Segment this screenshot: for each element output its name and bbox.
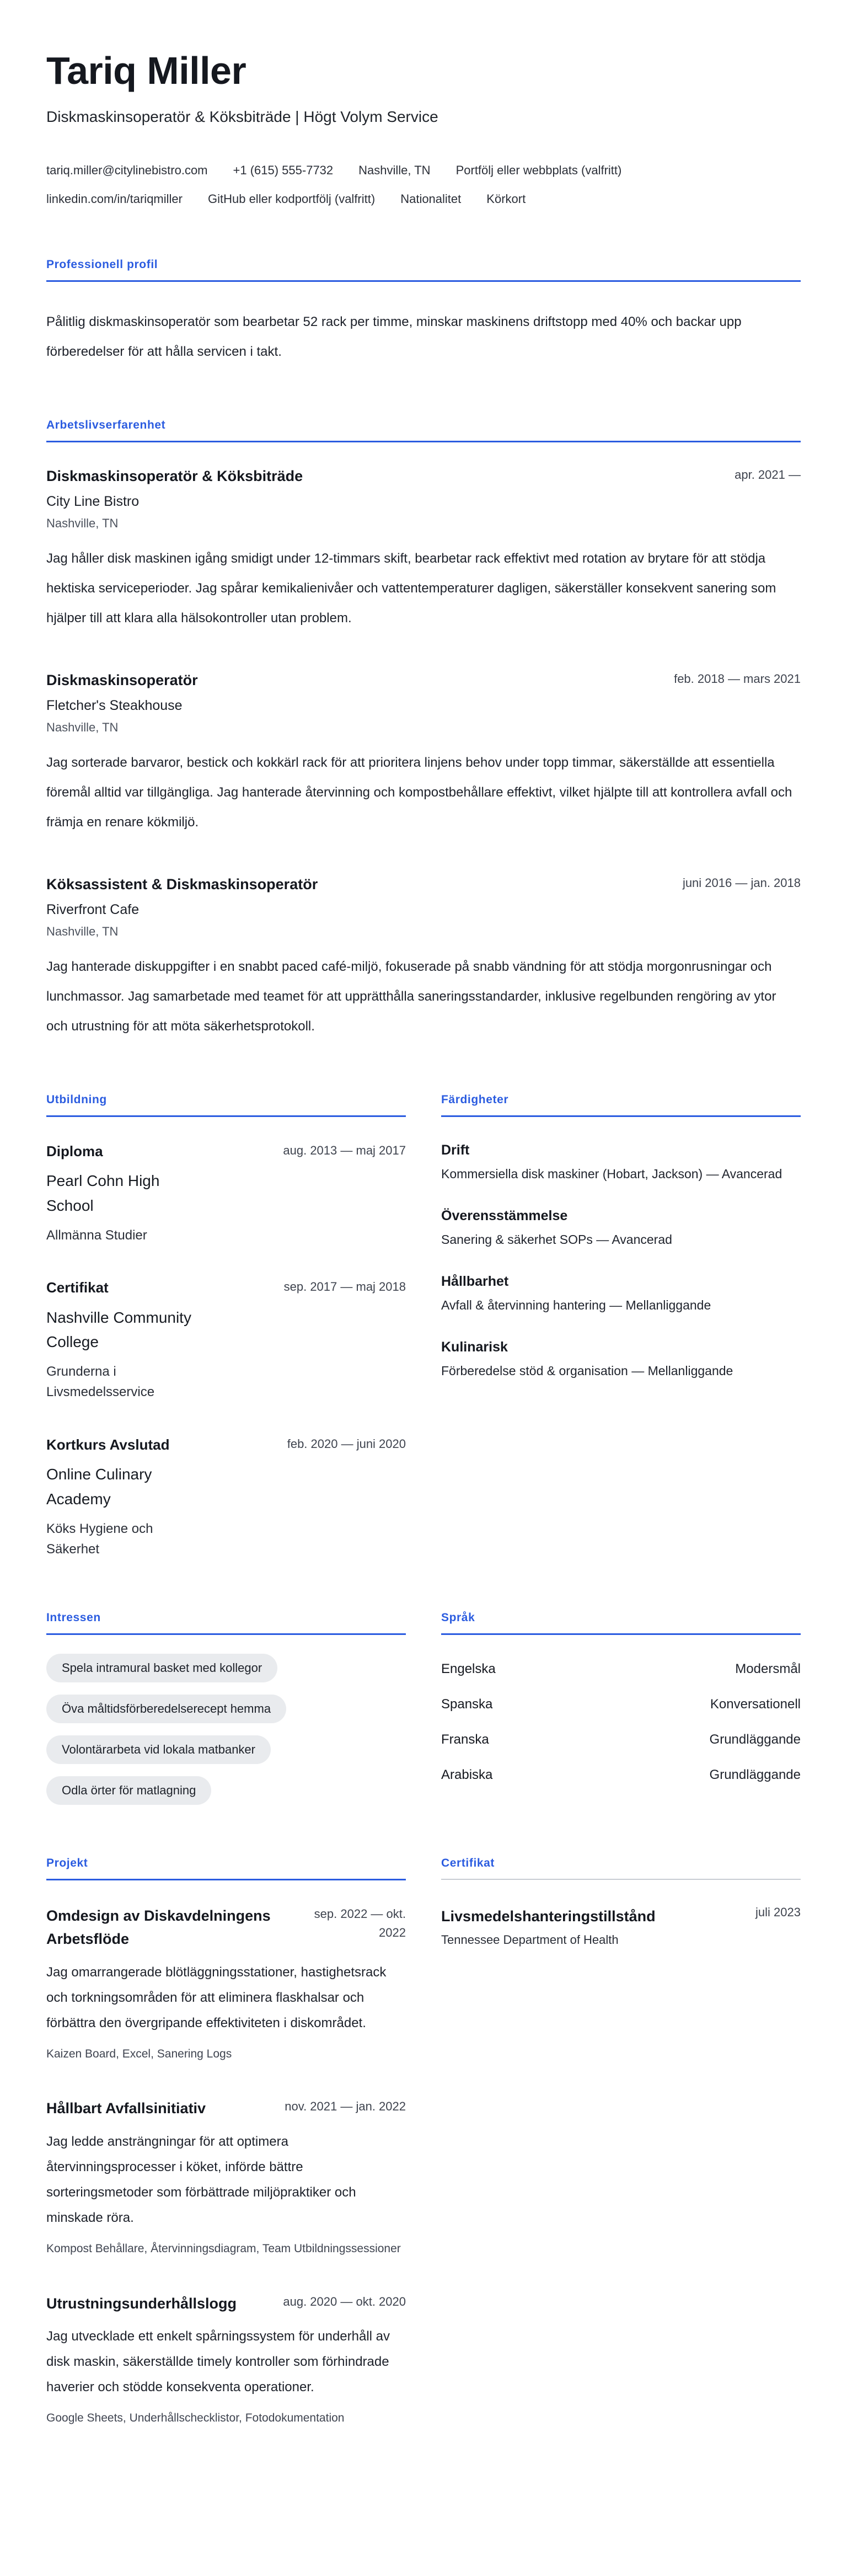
language-name: Franska — [441, 1731, 489, 1747]
job-head — [46, 876, 801, 893]
project-tools: Kompost Behållare, Återvinningsdiagram, Team Utbildningssessioner — [46, 2242, 401, 2256]
job-location: Nashville, TN — [46, 720, 119, 734]
project-tools: Kaizen Board, Excel, Sanering Logs — [46, 2047, 232, 2060]
contact-location: Nashville, TN — [358, 163, 431, 177]
skill-category: Drift — [441, 1142, 470, 1158]
project-head — [46, 2097, 406, 2120]
skill-group — [441, 1208, 801, 1250]
job-dates: feb. 2018 — mars 2021 — [674, 672, 801, 686]
section-heading-skills: Färdigheter — [441, 1093, 509, 1106]
skill-category: Hållbarhet — [441, 1273, 509, 1289]
section-rule — [46, 280, 801, 282]
skill-group — [441, 1142, 801, 1185]
job-company: Riverfront Cafe — [46, 902, 140, 917]
job-entry — [46, 672, 801, 837]
columns-education-skills — [46, 1093, 801, 1559]
section-education — [46, 1093, 406, 1559]
skill-category: Överensstämmelse — [441, 1207, 568, 1223]
section-rule — [46, 441, 801, 442]
education-entry — [46, 1435, 406, 1559]
section-skills — [441, 1093, 801, 1559]
education-entry — [46, 1278, 406, 1402]
certificate-issuer: Tennessee Department of Health — [441, 1933, 619, 1947]
interest-pill: Öva måltidsförberedelserecept hemma — [46, 1695, 286, 1723]
skill-group — [441, 1339, 801, 1382]
job-title: Diskmaskinsoperatör — [46, 672, 198, 688]
section-heading-languages: Språk — [441, 1611, 475, 1624]
language-name: Spanska — [441, 1696, 493, 1712]
language-level: Grundläggande — [709, 1731, 801, 1747]
project-head — [46, 2292, 406, 2316]
profile-summary: Pålitlig diskmaskinsoperatör som bearbetar 52 rack per timme, minskar maskinens driftstopp med 40% och backar upp förberedelser för att hålla servicen i takt. — [46, 314, 742, 359]
section-rule — [46, 1115, 406, 1117]
section-heading-profile: Professionell profil — [46, 258, 158, 271]
language-level: Grundläggande — [709, 1767, 801, 1782]
language-name: Arabiska — [441, 1767, 493, 1782]
contact-phone: +1 (615) 555-7732 — [233, 163, 334, 177]
education-degree: Diploma — [46, 1143, 103, 1159]
resume-header — [46, 49, 801, 206]
education-field: Allmänna Studier — [46, 1227, 147, 1243]
education-field: Köks Hygiene och Säkerhet — [46, 1521, 153, 1557]
job-entry — [46, 876, 801, 1041]
job-title: Diskmaskinsoperatör & Köksbiträde — [46, 468, 303, 484]
education-school: Pearl Cohn High School — [46, 1172, 160, 1215]
contact-row-2 — [46, 192, 801, 206]
language-level: Modersmål — [735, 1661, 801, 1676]
education-degree: Kortkurs Avslutad — [46, 1436, 170, 1453]
person-name: Tariq Miller — [46, 49, 246, 92]
section-experience — [46, 419, 801, 1041]
certificate-name: Livsmedelshanteringstillstånd — [441, 1907, 656, 1925]
section-heading-projects: Projekt — [46, 1856, 88, 1869]
section-rule — [46, 1633, 406, 1635]
section-heading-education: Utbildning — [46, 1093, 107, 1106]
project-dates: aug. 2020 — okt. 2020 — [283, 2294, 406, 2308]
language-name: Engelska — [441, 1661, 496, 1676]
education-degree: Certifikat — [46, 1279, 109, 1296]
job-entry — [46, 468, 801, 633]
interest-pill: Spela intramural basket med kollegor — [46, 1654, 277, 1682]
job-location: Nashville, TN — [46, 516, 119, 530]
section-languages — [441, 1611, 801, 1805]
education-school: Online Culinary Academy — [46, 1465, 152, 1508]
columns-projects-certificates — [46, 1857, 801, 2428]
job-head — [46, 672, 801, 689]
columns-interests-languages — [46, 1611, 801, 1805]
contact-portfolio: Portfölj eller webbplats (valfritt) — [455, 163, 622, 177]
section-rule — [46, 1879, 406, 1880]
contact-nationality: Nationalitet — [400, 192, 462, 206]
section-rule — [441, 1633, 801, 1635]
skill-detail: Sanering & säkerhet SOPs — Avancerad — [441, 1232, 672, 1247]
education-details — [46, 1278, 200, 1402]
job-description: Jag hanterade diskuppgifter i en snabbt paced café-miljö, fokuserade på snabb vändning för att stödja morgonrusningar och lunchmassor. Jag samarbetade med teamet för att upprätthålla saneringsstandarder, inklusive regelbunden rengöring av ytor och utrustning för att möta säkerhetsprotokoll. — [46, 959, 776, 1034]
interest-pill: Odla örter för matlagning — [46, 1776, 211, 1805]
person-headline: Diskmaskinsoperatör & Köksbiträde | Högt Volym Service — [46, 108, 438, 125]
skill-detail: Kommersiella disk maskiner (Hobart, Jackson) — Avancerad — [441, 1167, 782, 1181]
skill-detail: Förberedelse stöd & organisation — Mellanliggande — [441, 1363, 733, 1378]
project-title: Hållbart Avfallsinitiativ — [46, 2100, 206, 2117]
project-entry — [46, 2097, 406, 2258]
contact-github: GitHub eller kodportfölj (valfritt) — [207, 192, 376, 206]
section-heading-certificates: Certifikat — [441, 1856, 495, 1869]
language-row — [441, 1732, 801, 1747]
job-description: Jag håller disk maskinen igång smidigt under 12-timmars skift, bearbetar rack effektivt med rotation av brytare för att stödja hektiska serviceperioder. Jag spårar kemikalienivåer och vattentemperaturer dagligen, säkerställer konsekvent sanering som hjälper till att klara alla hälsokontroller utan problem. — [46, 551, 776, 626]
project-dates: sep. 2022 — okt. 2022 — [314, 1906, 406, 1939]
language-row — [441, 1697, 801, 1712]
contact-row-1 — [46, 163, 801, 178]
project-tools: Google Sheets, Underhållschecklistor, Fotodokumentation — [46, 2412, 345, 2425]
project-entry — [46, 1905, 406, 2063]
section-profile — [46, 258, 801, 367]
interest-pill: Volontärarbeta vid lokala matbanker — [46, 1735, 271, 1764]
section-certificates — [441, 1857, 801, 2428]
project-title: Utrustningsunderhållslogg — [46, 2295, 237, 2312]
education-school: Nashville Community College — [46, 1308, 191, 1351]
education-dates: aug. 2013 — maj 2017 — [283, 1143, 406, 1157]
project-entry — [46, 2292, 406, 2428]
project-head — [46, 1905, 406, 1951]
skill-category: Kulinarisk — [441, 1339, 508, 1355]
education-entry — [46, 1141, 406, 1246]
contact-linkedin: linkedin.com/in/tariqmiller — [46, 192, 183, 206]
section-projects — [46, 1857, 406, 2428]
section-interests — [46, 1611, 406, 1805]
skill-detail: Avfall & återvinning hantering — Mellanliggande — [441, 1297, 711, 1312]
education-field: Grunderna i Livsmedelsservice — [46, 1364, 155, 1400]
certificate-date: juli 2023 — [755, 1905, 801, 1919]
certificate-entry — [441, 1905, 801, 1948]
job-location: Nashville, TN — [46, 924, 119, 938]
certificate-details — [441, 1905, 743, 1948]
language-level: Konversationell — [710, 1696, 801, 1712]
contact-drivers-license: Körkort — [486, 192, 526, 206]
project-dates: nov. 2021 — jan. 2022 — [285, 2099, 406, 2114]
job-description: Jag sorterade barvaror, bestick och kokkärl rack för att prioritera linjens behov under topp timmar, säkerställde att essentiella föremål alltid var tillgängliga. Jag hanterade återvinning och kompostbehållare effektivt, vilket hjälpte till att kontrollera avfall och främja en renare kökmiljö. — [46, 755, 792, 830]
project-title: Omdesign av Diskavdelningens Arbetsflöde — [46, 1907, 271, 1947]
section-heading-experience: Arbetslivserfarenhet — [46, 419, 166, 431]
education-details — [46, 1435, 200, 1559]
contact-email: tariq.miller@citylinebistro.com — [46, 163, 208, 177]
section-heading-interests: Intressen — [46, 1611, 101, 1624]
education-dates: sep. 2017 — maj 2018 — [283, 1280, 406, 1294]
job-company: Fletcher's Steakhouse — [46, 698, 183, 713]
job-company: City Line Bistro — [46, 494, 140, 509]
language-row — [441, 1661, 801, 1677]
job-head — [46, 468, 801, 485]
project-description: Jag omarrangerade blötläggningsstationer, hastighetsrack och torkningsområden för att eliminera flaskhalsar och förbättra den övergripande effektiviteten i diskområdet. — [46, 1964, 387, 2030]
education-dates: feb. 2020 — juni 2020 — [287, 1436, 406, 1451]
skill-group — [441, 1274, 801, 1316]
language-row — [441, 1767, 801, 1783]
job-dates: apr. 2021 — — [735, 468, 801, 482]
section-rule-gray — [441, 1879, 801, 1880]
project-description: Jag utvecklade ett enkelt spårningssystem för underhåll av disk maskin, säkerställde timely kontroller som förhindrade haverier och stödde konsekventa operationer. — [46, 2329, 390, 2395]
education-details — [46, 1141, 200, 1246]
project-description: Jag ledde ansträngningar för att optimera återvinningsprocesser i köket, införde bättre sorteringsmetoder som förbättrade miljöpraktiker och minskade röra. — [46, 2134, 356, 2226]
job-title: Köksassistent & Diskmaskinsoperatör — [46, 876, 318, 892]
job-dates: juni 2016 — jan. 2018 — [682, 876, 801, 890]
section-rule — [441, 1115, 801, 1117]
